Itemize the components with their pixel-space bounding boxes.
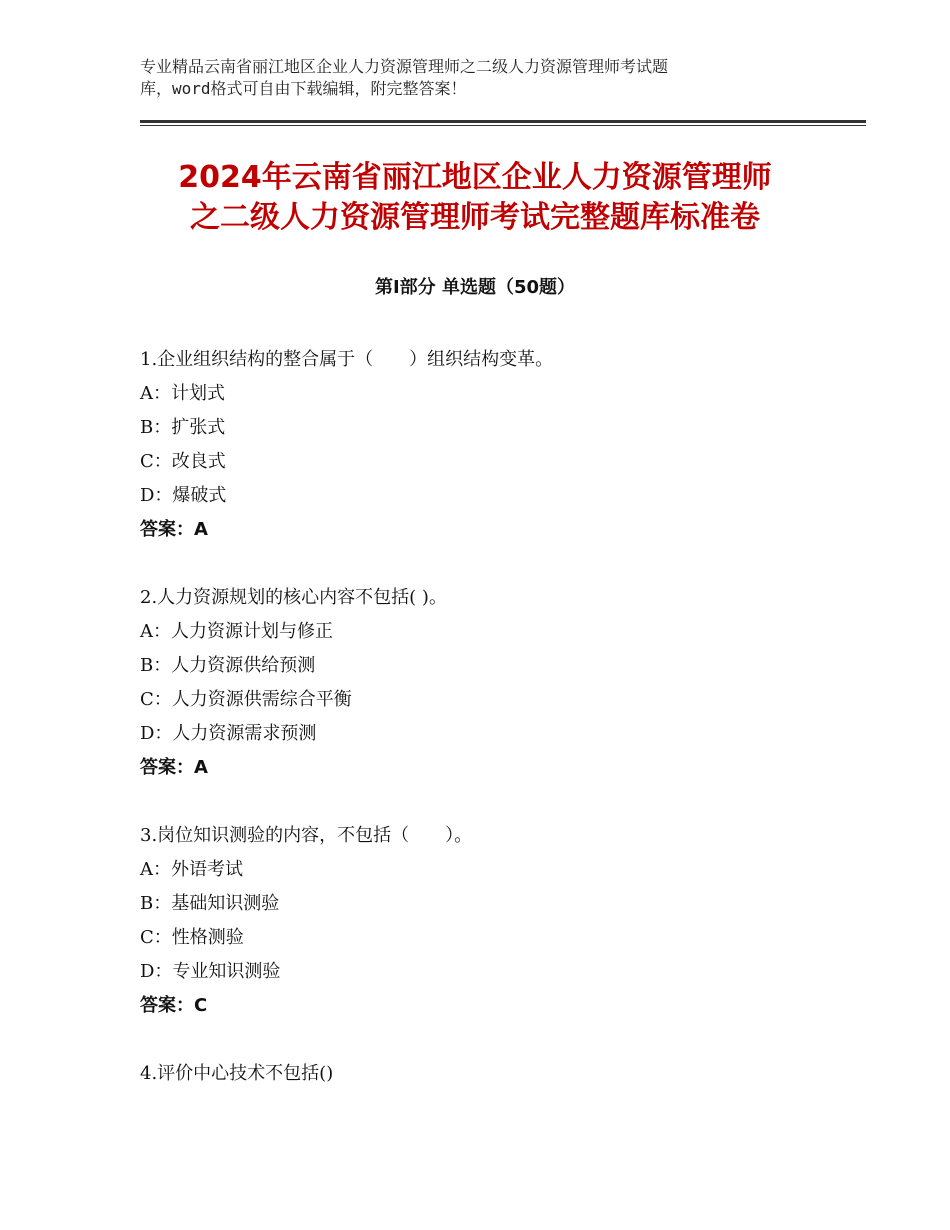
- section-title: 第Ⅰ部分 单选题（50题）: [374, 277, 575, 298]
- option-d: D：人力资源需求预测: [140, 723, 317, 744]
- question-stem: 4.评价中心技术不包括(): [140, 1063, 334, 1084]
- question-list: [140, 343, 840, 1125]
- header-note-line-2: 库，word格式可自由下载编辑，附完整答案！: [140, 79, 467, 98]
- header-note: [140, 56, 820, 100]
- option-d: D：专业知识测验: [140, 961, 281, 982]
- question-stem: 2.人力资源规划的核心内容不包括( )。: [140, 587, 447, 608]
- document-title-line-2: 之二级人力资源管理师考试完整题库标准卷: [190, 200, 760, 235]
- answer-label: 答案：C: [140, 995, 208, 1016]
- option-a: A：人力资源计划与修正: [140, 621, 333, 642]
- question-1: [140, 343, 840, 547]
- header-divider: [140, 120, 866, 126]
- question-3: [140, 819, 840, 1023]
- option-a: A：计划式: [140, 383, 225, 404]
- option-c: C：改良式: [140, 451, 226, 472]
- option-b: B：扩张式: [140, 417, 226, 438]
- question-stem: 1.企业组织结构的整合属于（ ）组织结构变革。: [140, 349, 554, 370]
- option-c: C：人力资源供需综合平衡: [140, 689, 352, 710]
- answer-label: 答案：A: [140, 757, 208, 778]
- option-c: C：性格测验: [140, 927, 244, 948]
- question-stem: 3.岗位知识测验的内容，不包括（ ）。: [140, 825, 473, 846]
- document-title-line-1: 2024年云南省丽江地区企业人力资源管理师: [178, 160, 772, 195]
- option-a: A：外语考试: [140, 859, 243, 880]
- answer-label: 答案：A: [140, 519, 208, 540]
- option-b: B：基础知识测验: [140, 893, 280, 914]
- question-2: [140, 581, 840, 785]
- question-4: [140, 1057, 840, 1091]
- option-d: D：爆破式: [140, 485, 227, 506]
- header-note-line-1: 专业精品云南省丽江地区企业人力资源管理师之二级人力资源管理师考试题: [140, 57, 669, 76]
- option-b: B：人力资源供给预测: [140, 655, 316, 676]
- document-title: [110, 158, 840, 238]
